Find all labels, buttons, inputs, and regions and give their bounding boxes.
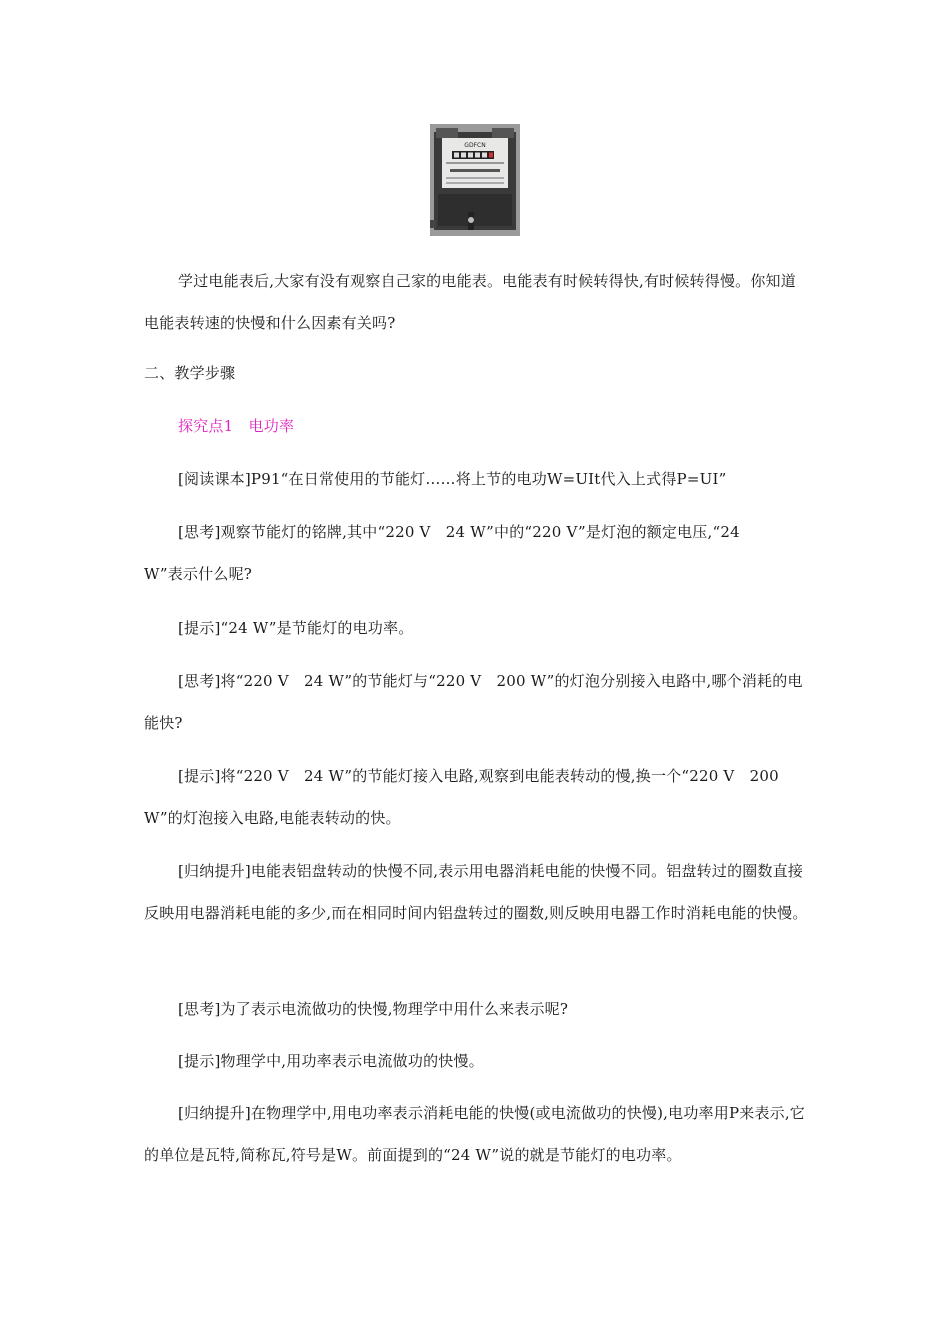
think-paragraph-1: [思考]观察节能灯的铭牌,其中“220 V 24 W”中的“220 V”是灯泡的额定电压,“24 W”表示什么呢? bbox=[144, 523, 740, 583]
hint-paragraph-1: [提示]“24 W”是节能灯的电功率。 bbox=[178, 619, 414, 637]
read-textbook-paragraph: [阅读课本]P91“在日常使用的节能灯……将上节的电功W=UIt代入上式得P=UI” bbox=[178, 470, 727, 488]
electric-meter-photo bbox=[430, 124, 520, 236]
explore-point-title: 探究点1 电功率 bbox=[178, 417, 295, 435]
hint-paragraph-2: [提示]将“220 V 24 W”的节能灯接入电路,观察到电能表转动的慢,换一个“220 V 200 W”的灯泡接入电路,电能表转动的快。 bbox=[144, 767, 779, 827]
intro-paragraph: 学过电能表后,大家有没有观察自己家的电能表。电能表有时候转得快,有时候转得慢。你知道电能表转速的快慢和什么因素有关吗? bbox=[144, 272, 796, 332]
think-paragraph-3: [思考]为了表示电流做功的快慢,物理学中用什么来表示呢? bbox=[178, 1000, 569, 1018]
think-paragraph-2: [思考]将“220 V 24 W”的节能灯与“220 V 200 W”的灯泡分别接入电路中,哪个消耗的电能快? bbox=[144, 672, 803, 732]
summary-paragraph-1: [归纳提升]电能表铝盘转动的快慢不同,表示用电器消耗电能的快慢不同。铝盘转过的圈数直接反映用电器消耗电能的多少,而在相同时间内铝盘转过的圈数,则反映用电器工作时消耗电能的快慢。 bbox=[144, 862, 808, 922]
hint-paragraph-3: [提示]物理学中,用功率表示电流做功的快慢。 bbox=[178, 1052, 484, 1070]
summary-paragraph-2: [归纳提升]在物理学中,用电功率表示消耗电能的快慢(或电流做功的快慢),电功率用P来表示,它的单位是瓦特,简称瓦,符号是W。前面提到的“24 W”说的就是节能灯的电功率。 bbox=[144, 1104, 806, 1164]
section-heading: 二、教学步骤 bbox=[144, 364, 236, 382]
meter-brand: GDFCN bbox=[464, 142, 486, 149]
